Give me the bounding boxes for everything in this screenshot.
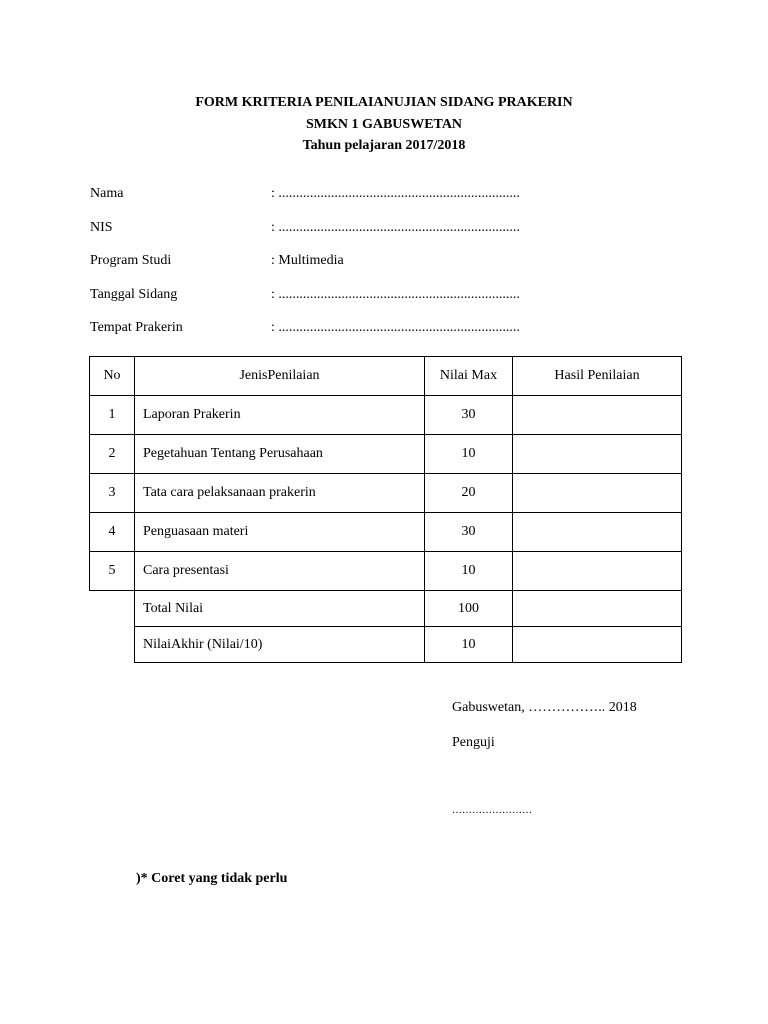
field-nama: [90, 186, 650, 220]
field-nis: [90, 220, 650, 254]
row-jenis: Penguasaan materi: [135, 513, 425, 552]
header-hasil: Hasil Penilaian: [513, 357, 682, 396]
row-no: 3: [90, 474, 135, 513]
field-value: : .....................................................................: [271, 219, 520, 235]
assessment-table: [89, 356, 682, 663]
row-nilai-max: 30: [425, 513, 513, 552]
form-title: FORM KRITERIA PENILAIANUJIAN SIDANG PRAKERIN: [195, 95, 573, 110]
identity-fields: [90, 186, 650, 354]
field-tanggal-sidang: [90, 287, 650, 321]
final-score-hasil[interactable]: [513, 627, 682, 663]
table-row: [90, 396, 682, 435]
total-nilai-max: 100: [425, 591, 513, 627]
total-row: [90, 591, 682, 627]
header-nilai-max: Nilai Max: [425, 357, 513, 396]
row-jenis: Pegetahuan Tentang Perusahaan: [135, 435, 425, 474]
field-label: Tempat Prakerin: [90, 320, 183, 335]
school-name: SMKN 1 GABUSWETAN: [305, 116, 463, 132]
final-score-nilai-max: 10: [425, 627, 513, 663]
field-value: : .....................................................................: [271, 186, 520, 201]
row-hasil[interactable]: [513, 396, 682, 435]
signature-line: ……………………: [452, 805, 532, 816]
final-score-label: NilaiAkhir (Nilai/10): [135, 627, 425, 663]
field-value: : .....................................................................: [271, 320, 520, 335]
blank-cell: [90, 627, 135, 663]
row-no: 5: [90, 552, 135, 591]
final-score-row: [90, 627, 682, 663]
table-row: [90, 435, 682, 474]
field-label: Tanggal Sidang: [90, 286, 178, 302]
table-header-row: [90, 357, 682, 396]
blank-cell: [90, 591, 135, 627]
examiner-role: Penguji: [452, 735, 495, 750]
field-label: Program Studi: [90, 253, 172, 268]
place-date: Gabuswetan, …………….. 2018: [452, 700, 637, 715]
field-value: : .....................................................................: [271, 286, 520, 302]
form-header: [0, 92, 768, 157]
row-nilai-max: 20: [425, 474, 513, 513]
row-jenis: Tata cara pelaksanaan prakerin: [135, 474, 425, 513]
row-no: 4: [90, 513, 135, 552]
field-program-studi: [90, 253, 650, 287]
table-row: [90, 474, 682, 513]
row-nilai-max: 10: [425, 435, 513, 474]
total-hasil[interactable]: [513, 591, 682, 627]
footnote: )* Coret yang tidak perlu: [136, 871, 288, 886]
row-no: 2: [90, 435, 135, 474]
header-no: No: [90, 357, 135, 396]
field-label: NIS: [90, 219, 113, 235]
row-hasil[interactable]: [513, 513, 682, 552]
table-row: [90, 552, 682, 591]
total-label: Total Nilai: [135, 591, 425, 627]
row-hasil[interactable]: [513, 474, 682, 513]
field-tempat-prakerin: [90, 320, 650, 354]
row-hasil[interactable]: [513, 552, 682, 591]
row-nilai-max: 30: [425, 396, 513, 435]
row-hasil[interactable]: [513, 435, 682, 474]
academic-year: Tahun pelajaran 2017/2018: [302, 138, 466, 153]
field-value: : Multimedia: [271, 253, 344, 268]
row-no: 1: [90, 396, 135, 435]
header-jenis: JenisPenilaian: [135, 357, 425, 396]
row-jenis: Laporan Prakerin: [135, 396, 425, 435]
row-nilai-max: 10: [425, 552, 513, 591]
field-label: Nama: [90, 186, 124, 201]
row-jenis: Cara presentasi: [135, 552, 425, 591]
table-row: [90, 513, 682, 552]
